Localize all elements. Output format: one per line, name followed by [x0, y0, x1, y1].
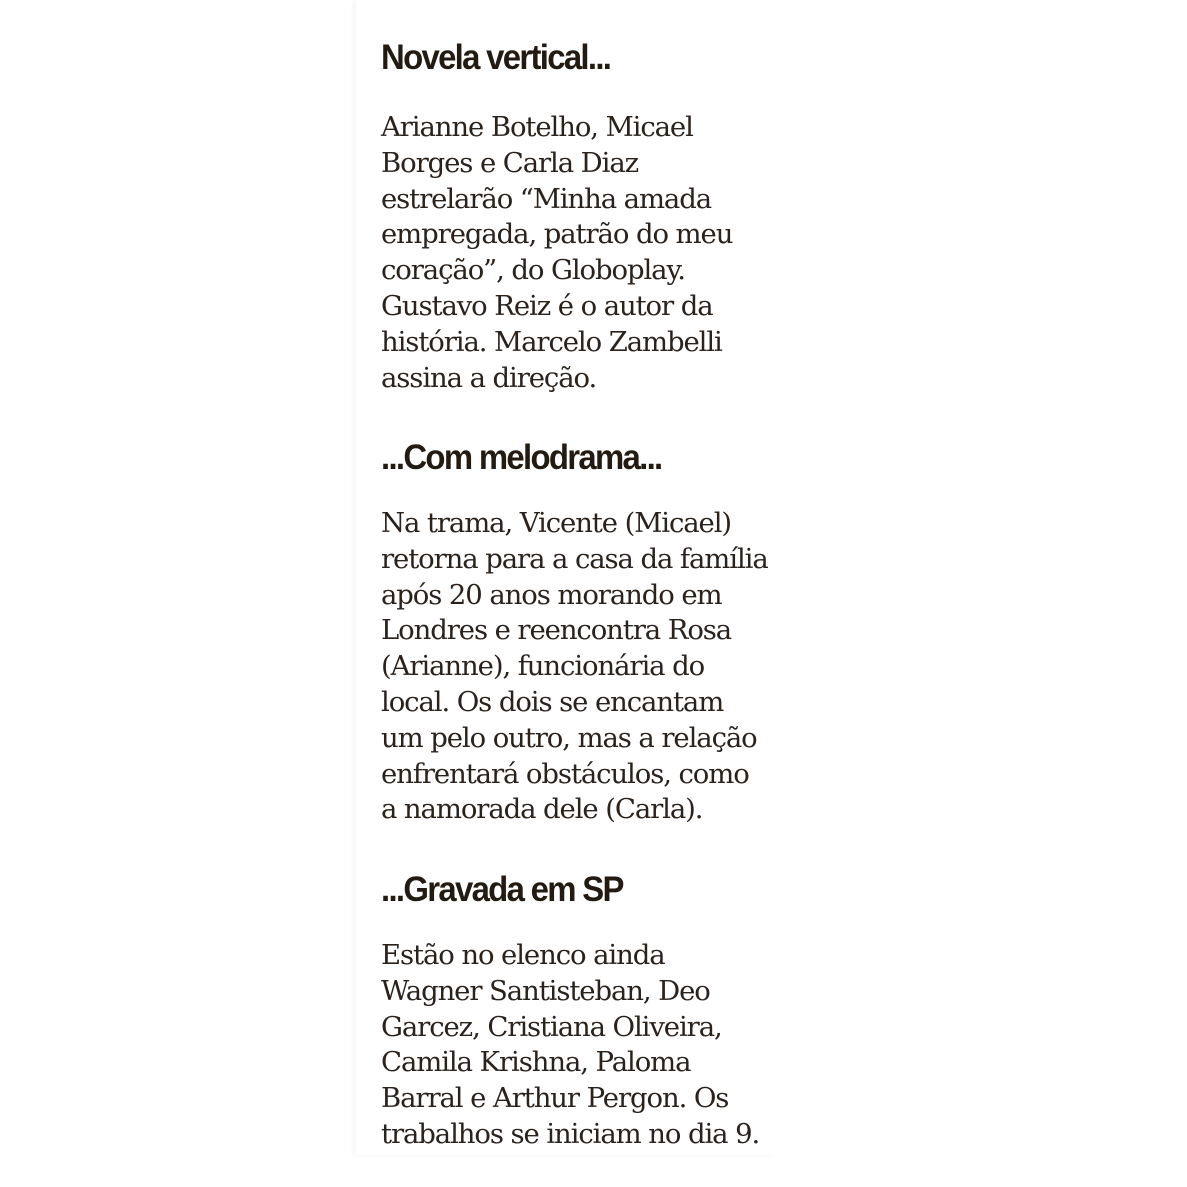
text-line: local. Os dois se encantam	[381, 685, 724, 718]
text-line: um pelo outro, mas a relação	[381, 721, 757, 754]
text-line: a namorada dele (Carla).	[381, 793, 703, 826]
section-heading-com-melodrama: ...Com melodrama...	[381, 438, 662, 477]
text-line: enfrentará obstáculos, como	[381, 757, 749, 790]
text-line: Camila Krishna, Paloma	[381, 1046, 691, 1079]
text-line: coração”, do Globoplay.	[381, 254, 685, 287]
text-line: Gustavo Reiz é o autor da	[381, 289, 713, 322]
text-line: Wagner Santisteban, Deo	[381, 974, 710, 1007]
text-line: Arianne Botelho, Micael	[381, 111, 693, 143]
text-line: história. Marcelo Zambelli	[381, 325, 722, 358]
text-line: Borges e Carla Diaz	[381, 146, 639, 179]
text-line: estrelarão “Minha amada	[381, 182, 712, 215]
text-line: Garcez, Cristiana Oliveira,	[381, 1010, 722, 1043]
text-line: Barral e Arthur Pergon. Os	[381, 1082, 729, 1115]
section-body-gravada-em-sp	[381, 938, 781, 1153]
section-body-com-melodrama	[381, 506, 781, 828]
text-line: Londres e reencontra Rosa	[381, 614, 732, 647]
text-line: retorna para a casa da família	[381, 542, 768, 575]
text-line: (Arianne), funcionária do	[381, 650, 705, 683]
text-line: assina a direção.	[381, 361, 597, 394]
text-line: Estão no elenco ainda	[381, 939, 665, 971]
text-line: trabalhos se iniciam no dia 9.	[381, 1117, 760, 1150]
text-line: empregada, patrão do meu	[381, 218, 733, 251]
section-heading-gravada-em-sp: ...Gravada em SP	[381, 870, 623, 909]
text-line: Na trama, Vicente (Micael)	[381, 507, 732, 539]
text-line: após 20 anos morando em	[381, 578, 722, 611]
section-heading-novela-vertical: Novela vertical...	[381, 38, 611, 77]
section-body-novela-vertical	[381, 110, 781, 396]
